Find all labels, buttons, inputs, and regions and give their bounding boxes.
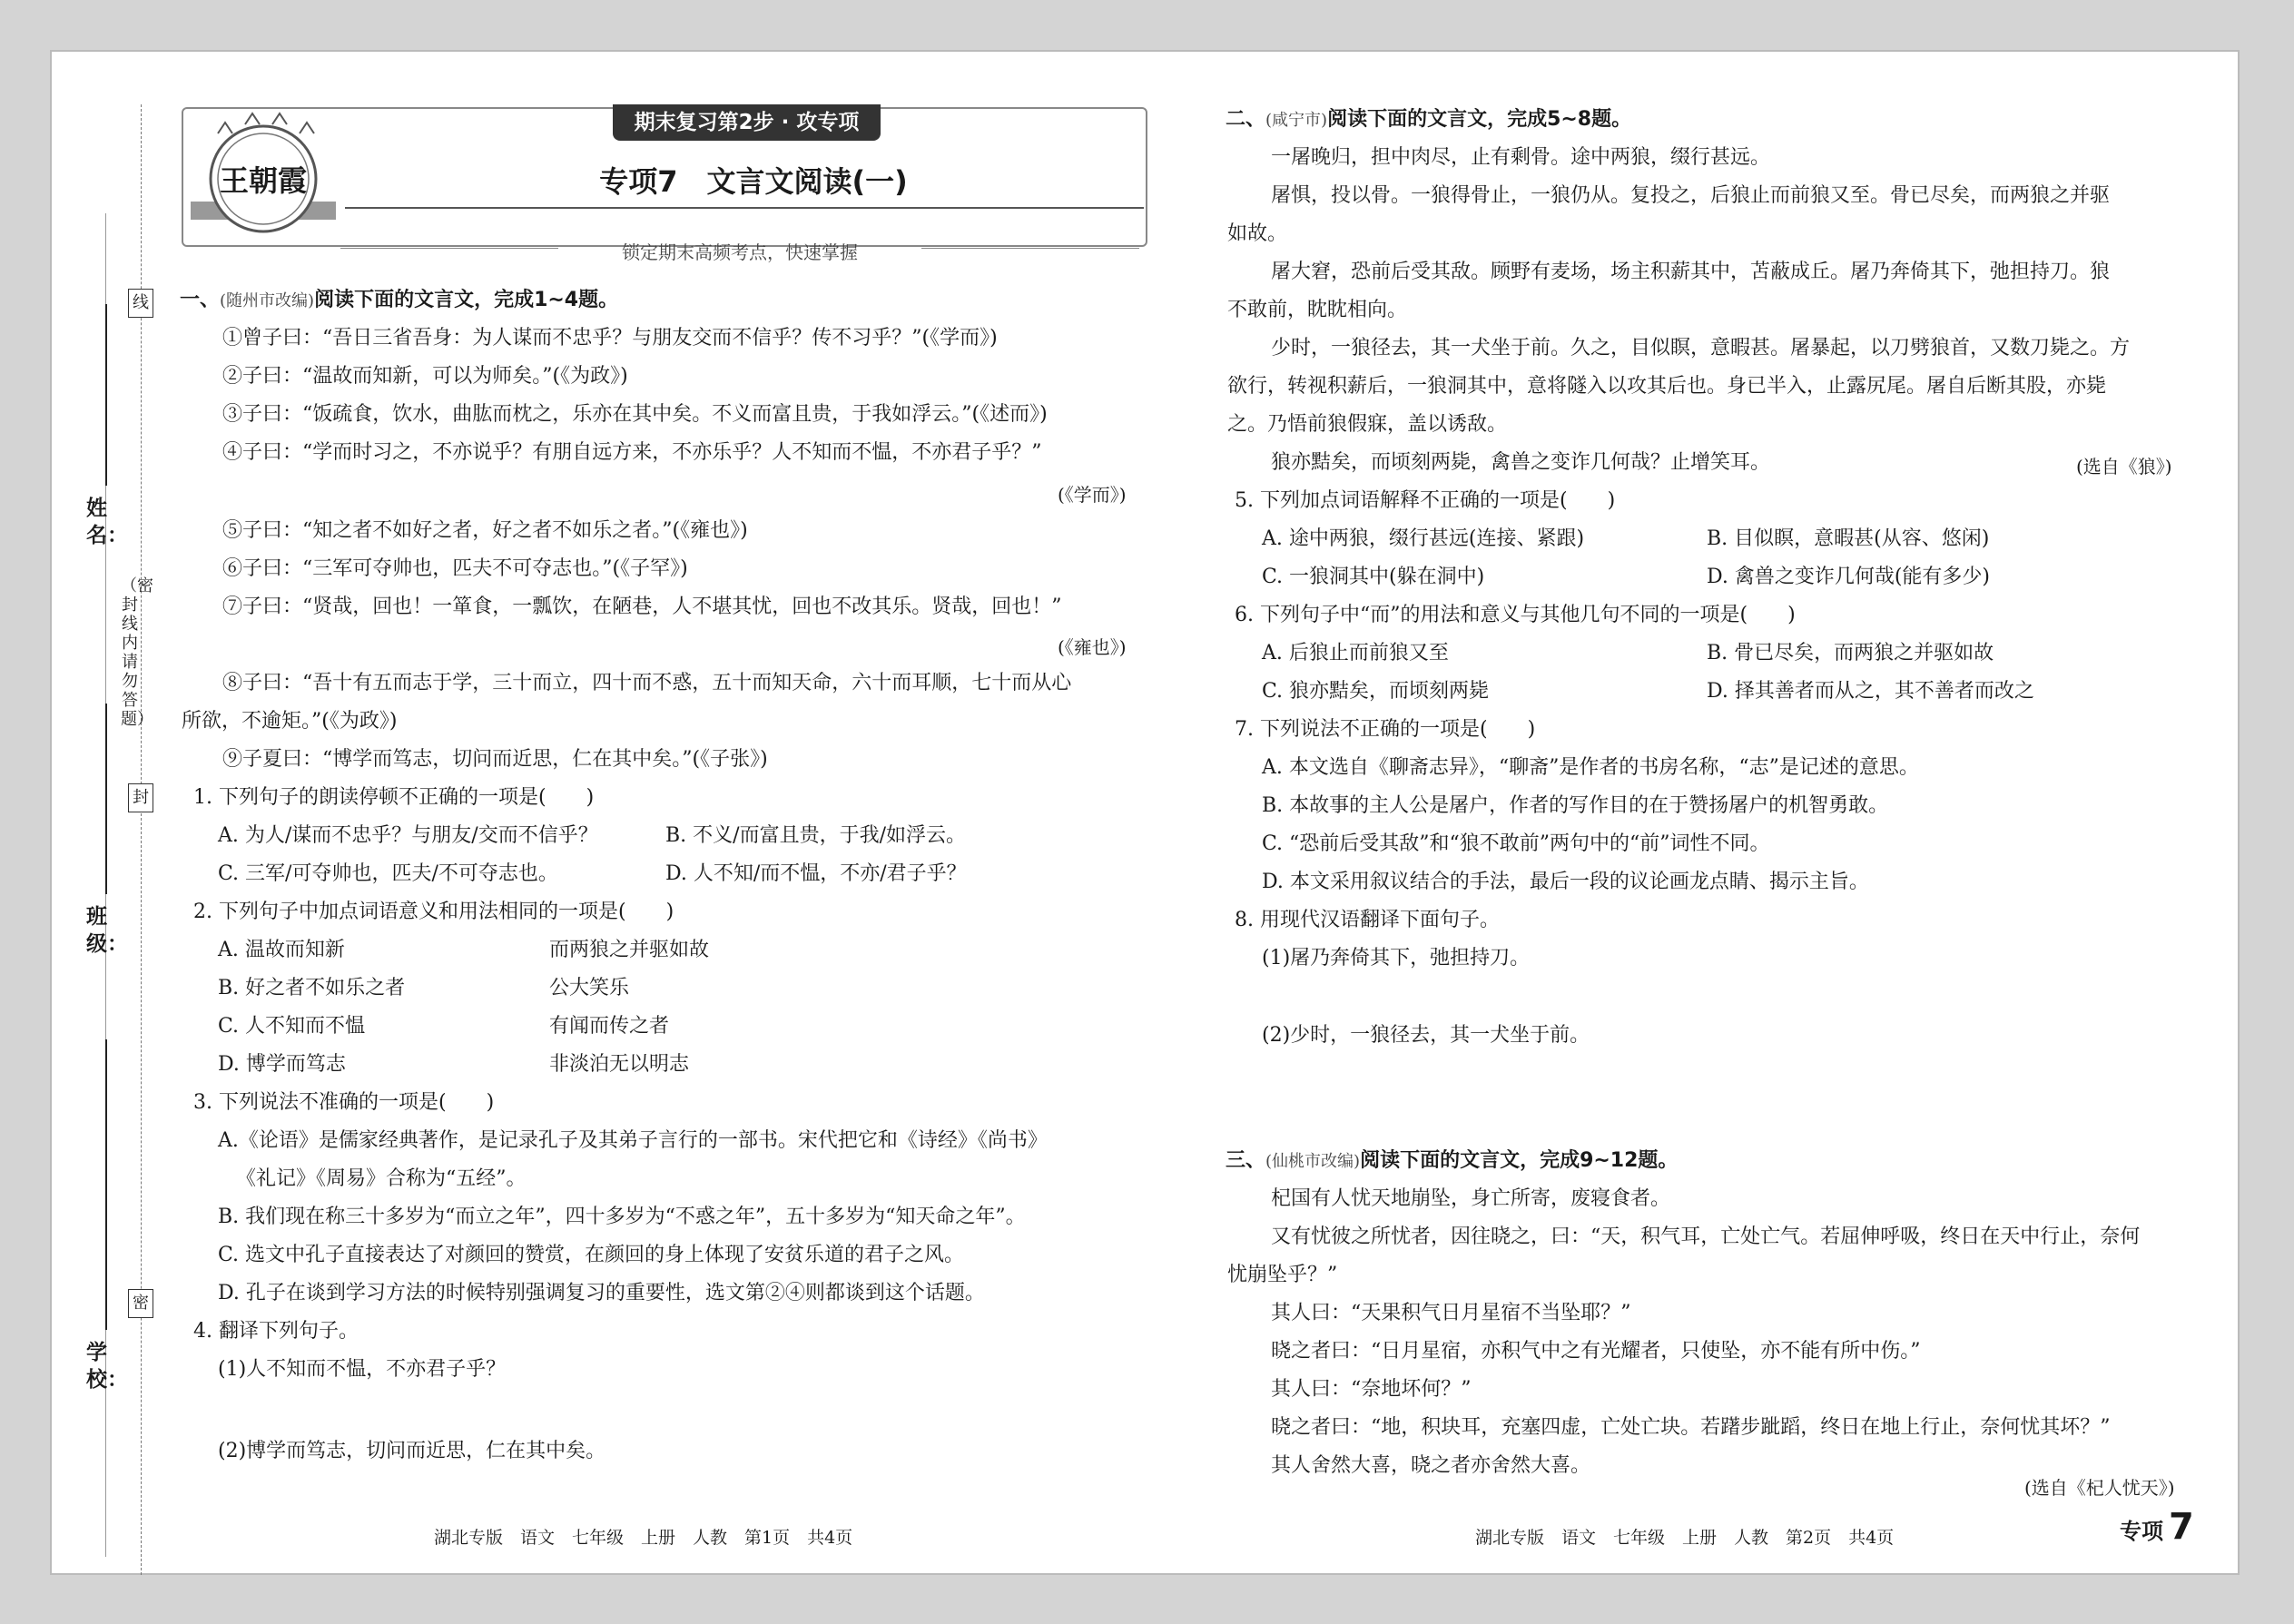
- passage-source: (选自《狼》): [2076, 456, 2172, 477]
- q2-option-d-pair: 非淡泊无以明志: [549, 1053, 690, 1076]
- logo-text: 王朝霞: [219, 163, 307, 198]
- question-6: 6. 下列句子中“而”的用法和意义与其他几句不同的一项是( ): [1235, 604, 1796, 626]
- q7-option-c[interactable]: C. “恐前后受其敌”和“狼不敢前”两句中的“前”词性不同。: [1262, 832, 1770, 855]
- passage-source: (选自《杞人忧天》): [2024, 1477, 2175, 1499]
- name-label: 姓名：: [86, 497, 128, 547]
- passage-line: ⑤子曰：“知之者不如好之者，好之者不如乐之者。”(《雍也》): [222, 519, 748, 542]
- q7-option-b[interactable]: B. 本故事的主人公是屠户，作者的写作目的在于赞扬屠户的机智勇敢。: [1262, 794, 1889, 817]
- footer-right: 湖北专版 语文 七年级 上册 人教 第2页 共4页: [1475, 1528, 1895, 1548]
- passage-line: 欲行，转视积薪后，一狼洞其中，意将隧入以攻其后也。身已半入，止露尻尾。屠自后断其股，亦毙: [1227, 375, 2107, 398]
- q5-option-d[interactable]: D. 禽兽之变诈几何哉(能有多少): [1707, 566, 1991, 588]
- passage-line: 又有忧彼之所忧者，因往晓之，曰：“天，积气耳，亡处亡气。若屈伸呼吸，终日在天中行止，奈何: [1271, 1225, 2141, 1248]
- passage-line: 晓之者曰：“地，积块耳，充塞四虚，亡处亡块。若躇步跐蹈，终日在地上行止，奈何忧其坏？”: [1271, 1416, 2111, 1439]
- q5-option-c[interactable]: C. 一狼洞其中(躲在洞中): [1262, 566, 1485, 588]
- exam-sheet: [50, 50, 2240, 1575]
- passage-source: (《学而》): [1058, 484, 1127, 506]
- q2-option-a-pair: 而两狼之并驱如故: [549, 939, 710, 961]
- passage-line: 所欲，不逾矩。”(《为政》): [182, 710, 398, 733]
- footer-tag: [2120, 1506, 2194, 1548]
- q8-item-1: (1)屠乃奔倚其下，弛担持刀。: [1262, 947, 1531, 969]
- q7-option-a[interactable]: A. 本文选自《聊斋志异》，“聊斋”是作者的书房名称，“志”是记述的意思。: [1262, 756, 1919, 779]
- page-title: 专项7 文言文阅读(一): [599, 164, 908, 199]
- passage-line: ⑦子曰：“贤哉，回也！一箪食，一瓢饮，在陋巷，人不堪其忧，回也不改其乐。贤哉，回也！”: [222, 595, 1062, 618]
- passage-line: 狼亦黠矣，而顷刻两毙，禽兽之变诈几何哉？止增笑耳。: [1271, 451, 1771, 474]
- q2-option-b-pair: 公大笑乐: [549, 977, 630, 999]
- q2-option-b[interactable]: B. 好之者不如乐之者: [218, 977, 406, 999]
- q2-option-d[interactable]: D. 博学而笃志: [218, 1053, 346, 1076]
- question-5: 5. 下列加点词语解释不正确的一项是( ): [1235, 489, 1616, 512]
- passage-line: 之。乃悟前狼假寐，盖以诱敌。: [1227, 413, 1508, 436]
- q5-option-a[interactable]: A. 途中两狼，缀行甚远(连接、紧跟): [1262, 527, 1585, 550]
- name-field[interactable]: [105, 304, 107, 486]
- passage-line: 其人舍然大喜，晓之者亦舍然大喜。: [1271, 1454, 1591, 1477]
- school-field[interactable]: [105, 1039, 107, 1330]
- q1-option-a[interactable]: A. 为人/谋而不忠乎？与朋友/交而不信乎？: [218, 824, 598, 847]
- seal-note: （密封线内请勿答题）: [121, 576, 153, 729]
- passage-line: 屠大窘，恐前后受其敌。顾野有麦场，场主积薪其中，苫蔽成丘。屠乃奔倚其下，弛担持刀。狼: [1271, 261, 2111, 283]
- passage-line: 少时，一狼径去，其一犬坐于前。久之，目似瞑，意暇甚。屠暴起，以刀劈狼首，又数刀毙之。方: [1271, 337, 2131, 359]
- section-3-heading: 三、(仙桃市改编)阅读下面的文言文，完成9~12题。: [1226, 1149, 1679, 1172]
- q6-option-c[interactable]: C. 狼亦黠矣，而顷刻两毙: [1262, 680, 1490, 703]
- q2-option-c-pair: 有闻而传之者: [549, 1015, 670, 1038]
- q3-option-a[interactable]: A.《论语》是儒家经典著作，是记录孔子及其弟子言行的一部书。宋代把它和《诗经》《尚书》: [218, 1129, 1048, 1152]
- passage-line: 一屠晚归，担中肉尽，止有剩骨。途中两狼，缀行甚远。: [1271, 146, 1771, 169]
- header-rule: [345, 207, 1144, 209]
- question-8: 8. 用现代汉语翻译下面句子。: [1235, 909, 1500, 931]
- seal-char-line: 线: [128, 289, 153, 318]
- question-2: 2. 下列句子中加点词语意义和用法相同的一项是( ): [193, 901, 674, 923]
- page-subtitle: 锁定期末高频考点，快速掌握: [622, 241, 858, 263]
- q7-option-d[interactable]: D. 本文采用叙议结合的手法，最后一段的议论画龙点睛、揭示主旨。: [1262, 871, 1869, 893]
- q1-option-c[interactable]: C. 三军/可夺帅也，匹夫/不可夺志也。: [218, 862, 558, 885]
- q3-option-c[interactable]: C. 选文中孔子直接表达了对颜回的赞赏，在颜回的身上体现了安贫乐道的君子之风。: [218, 1244, 965, 1266]
- passage-line: 杞国有人忧天地崩坠，身亡所寄，废寝食者。: [1271, 1187, 1671, 1210]
- q1-option-b[interactable]: B. 不义/而富且贵，于我/如浮云。: [665, 824, 966, 847]
- passage-line: ①曾子曰：“吾日三省吾身：为人谋而不忠乎？与朋友交而不信乎？传不习乎？”(《学而》): [222, 327, 998, 349]
- q6-option-a[interactable]: A. 后狼止而前狼又至: [1262, 642, 1449, 664]
- q4-item-2: (2)博学而笃志，切问而近思，仁在其中矣。: [218, 1440, 606, 1462]
- passage-line: 屠惧，投以骨。一狼得骨止，一狼仍从。复投之，后狼止而前狼又至。骨已尽矣，而两狼之并驱: [1271, 184, 2111, 207]
- seal-char-seal: 封: [128, 783, 153, 812]
- footer-tag-num: 7: [2169, 1506, 2194, 1548]
- q2-option-c[interactable]: C. 人不知而不愠: [218, 1015, 366, 1038]
- q3-option-d[interactable]: D. 孔子在谈到学习方法的时候特别强调复习的重要性，选文第②④则都谈到这个话题。: [218, 1282, 985, 1304]
- q4-item-1: (1)人不知而不愠，不亦君子乎？: [218, 1358, 507, 1381]
- footer-tag-word: 专项: [2120, 1519, 2163, 1544]
- class-label: 班级：: [86, 905, 128, 956]
- q3-option-a-cont: 《礼记》《周易》合称为“五经”。: [236, 1167, 527, 1190]
- q2-option-a[interactable]: A. 温故而知新: [218, 939, 345, 961]
- q5-option-b[interactable]: B. 目似瞑，意暇甚(从容、悠闲): [1707, 527, 1990, 550]
- passage-line: ②子曰：“温故而知新，可以为师矣。”(《为政》): [222, 365, 628, 388]
- question-7: 7. 下列说法不正确的一项是( ): [1235, 718, 1536, 741]
- q8-item-2: (2)少时，一狼径去，其一犬坐于前。: [1262, 1024, 1590, 1047]
- question-1: 1. 下列句子的朗读停顿不正确的一项是( ): [193, 786, 595, 809]
- passage-line: ⑥子曰：“三军可夺帅也，匹夫不可夺志也。”(《子罕》): [222, 557, 688, 580]
- section-2-heading: 二、(咸宁市)阅读下面的文言文，完成5~8题。: [1226, 108, 1632, 131]
- q6-option-d[interactable]: D. 择其善者而从之，其不善者而改之: [1707, 680, 2034, 703]
- class-field[interactable]: [105, 704, 107, 894]
- q3-option-b[interactable]: B. 我们现在称三十多岁为“而立之年”，四十多岁为“不惑之年”，五十多岁为“知天命之年”。: [218, 1206, 1026, 1228]
- passage-line: 其人曰：“奈地坏何？”: [1271, 1378, 1472, 1401]
- passage-line: ⑧子曰：“吾十有五而志于学，三十而立，四十而不惑，五十而知天命，六十而耳顺，七十而从心: [222, 672, 1072, 694]
- footer-left: 湖北专版 语文 七年级 上册 人教 第1页 共4页: [434, 1528, 853, 1548]
- passage-line: 忧崩坠乎？”: [1227, 1264, 1338, 1286]
- passage-line: ⑨子夏曰：“博学而笃志，切问而近思，仁在其中矣。”(《子张》): [222, 748, 768, 771]
- passage-line: ④子曰：“学而时习之，不亦说乎？有朋自远方来，不亦乐乎？人不知而不愠，不亦君子乎？”: [222, 441, 1042, 464]
- question-4: 4. 翻译下列句子。: [193, 1320, 359, 1343]
- header: [182, 107, 1144, 243]
- header-banner: 期末复习第2步 · 攻专项: [613, 104, 881, 141]
- school-label: 学校：: [86, 1341, 128, 1392]
- passage-line: 不敢前，眈眈相向。: [1227, 299, 1408, 321]
- passage-line: 晓之者曰：“日月星宿，亦积气中之有光耀者，只使坠，亦不能有所中伤。”: [1271, 1340, 1921, 1363]
- passage-source: (《雍也》): [1058, 636, 1127, 658]
- logo: [191, 111, 336, 242]
- passage-line: ③子曰：“饭疏食，饮水，曲肱而枕之，乐亦在其中矣。不义而富且贵，于我如浮云。”(《述而》): [222, 403, 1048, 426]
- question-3: 3. 下列说法不准确的一项是( ): [193, 1091, 495, 1114]
- passage-line: 如故。: [1227, 222, 1288, 245]
- q1-option-d[interactable]: D. 人不知/而不愠，不亦/君子乎？: [665, 862, 967, 885]
- q6-option-b[interactable]: B. 骨已尽矣，而两狼之并驱如故: [1707, 642, 1994, 664]
- section-1-heading: 一、(随州市改编)阅读下面的文言文，完成1~4题。: [180, 289, 619, 311]
- passage-line: 其人曰：“天果积气日月星宿不当坠耶？”: [1271, 1302, 1631, 1324]
- seal-char-secret: 密: [128, 1289, 153, 1318]
